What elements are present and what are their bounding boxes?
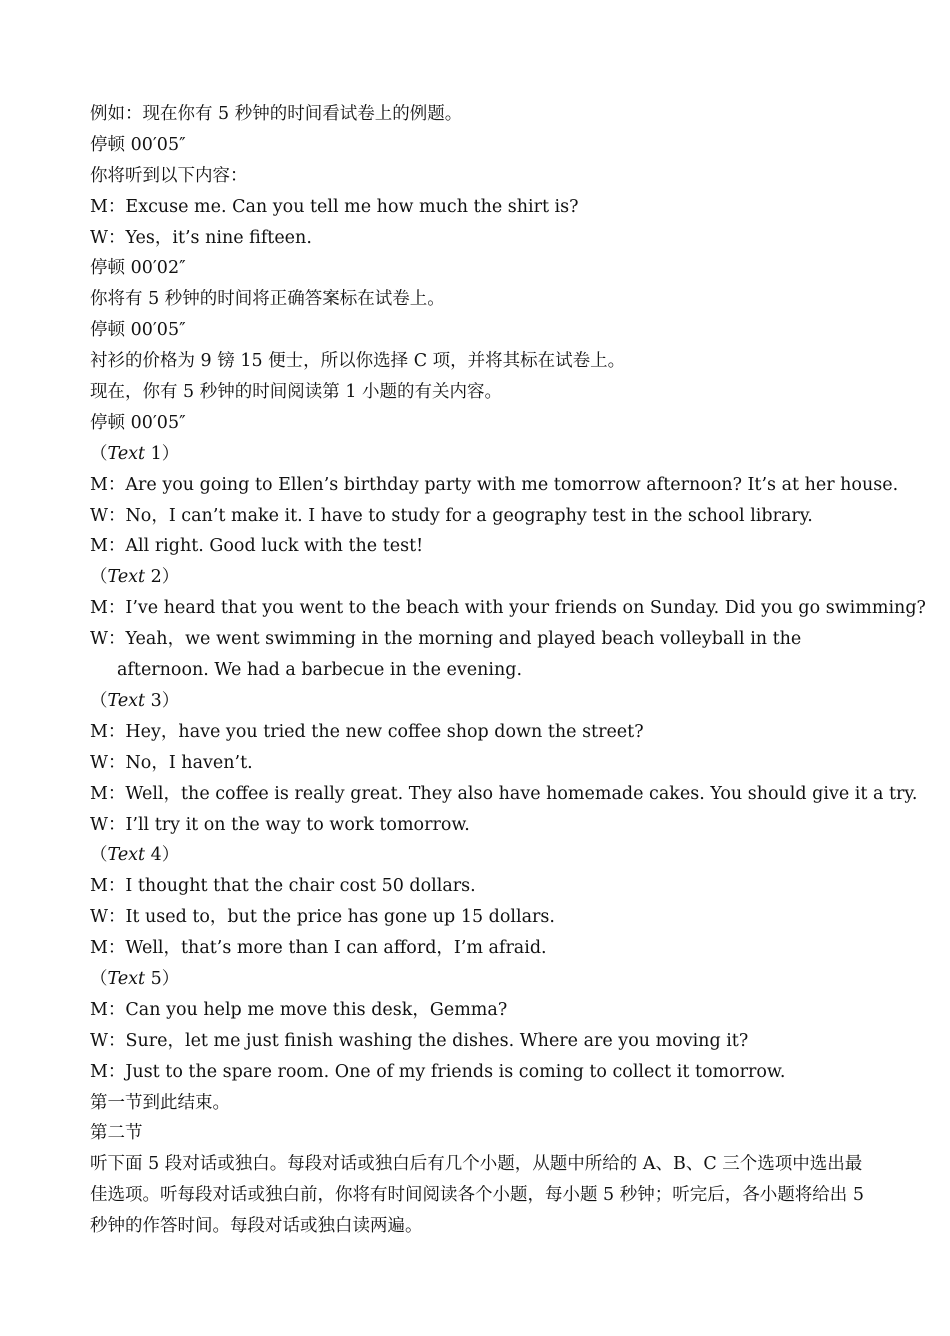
listening-script-page bbox=[90, 99, 926, 1242]
dialogue-line: M：I’ve heard that you went to the beach with your friends on Sunday. Did you go swimming? bbox=[90, 598, 926, 619]
dialogue-line: M：Can you help me move this desk，Gemma? bbox=[90, 999, 508, 1020]
text-block-4 bbox=[90, 840, 865, 964]
dialogue-line: M：Excuse me. Can you tell me how much the shirt is? bbox=[90, 196, 579, 217]
closing-section bbox=[90, 1088, 865, 1243]
text-label: （Text 3） bbox=[90, 690, 180, 711]
pause-marker: 停顿 00′05″ bbox=[90, 412, 186, 433]
text-block-2 bbox=[90, 562, 926, 686]
example-section bbox=[90, 99, 865, 439]
pause-marker: 停顿 00′05″ bbox=[90, 320, 186, 341]
dialogue-line: W：Yeah，we went swimming in the morning and played beach volleyball in the afternoon. We had a barbecue in the evening. bbox=[90, 629, 802, 681]
text-label: （Text 4） bbox=[90, 845, 180, 866]
dialogue-line: W：No，I haven’t. bbox=[90, 752, 253, 773]
example-instruction: 例如：现在你有 5 秒钟的时间看试卷上的例题。 bbox=[90, 104, 463, 124]
text-block-1 bbox=[90, 439, 899, 563]
answer-instruction: 你将有 5 秒钟的时间将正确答案标在试卷上。 bbox=[90, 289, 445, 310]
dialogue-line: W：Yes，it’s nine fifteen. bbox=[90, 227, 312, 248]
dialogue-line: M：Well，that’s more than I can afford，I’m afraid. bbox=[90, 938, 547, 959]
dialogue-line: W：I’ll try it on the way to work tomorrow. bbox=[90, 814, 470, 835]
pause-marker: 停顿 00′02″ bbox=[90, 258, 186, 279]
dialogue-line: W：No，I can’t make it. I have to study for a geography test in the school library. bbox=[90, 505, 813, 526]
dialogue-line: W：It used to，but the price has gone up 15 dollars. bbox=[90, 907, 555, 928]
text-block-3 bbox=[90, 686, 918, 840]
dialogue-line: M：All right. Good luck with the test! bbox=[90, 536, 424, 557]
dialogue-line: M：I thought that the chair cost 50 dollars. bbox=[90, 876, 476, 897]
section-two-instructions: 听下面 5 段对话或独白。每段对话或独白后有几个小题，从题中所给的 A、B、C 三个选项中选出最佳选项。听每段对话或独白前，你将有时间阅读各个小题，每小题 5 秒钟；听完后，各小题将给出 5 秒钟的作答时间。每段对话或独白读两遍。 bbox=[90, 1154, 864, 1237]
text-block-5 bbox=[90, 964, 865, 1088]
listen-intro: 你将听到以下内容： bbox=[90, 165, 248, 186]
dialogue-line: W：Sure，let me just finish washing the dishes. Where are you moving it? bbox=[90, 1030, 749, 1051]
text-label: （Text 1） bbox=[90, 443, 180, 464]
section-one-end: 第一节到此结束。 bbox=[90, 1092, 230, 1113]
text-label: （Text 2） bbox=[90, 567, 180, 588]
dialogue-line: M：Hey，have you tried the new coffee shop down the street? bbox=[90, 721, 644, 742]
dialogue-line: M：Well，the coffee is really great. They also have homemade cakes. You should give it a try. bbox=[90, 783, 918, 804]
dialogue-line: M：Are you going to Ellen’s birthday party with me tomorrow afternoon? It’s at her house. bbox=[90, 474, 899, 495]
dialogue-line: M：Just to the spare room. One of my friends is coming to collect it tomorrow. bbox=[90, 1061, 786, 1082]
text-label: （Text 5） bbox=[90, 968, 180, 989]
reading-instruction: 现在，你有 5 秒钟的时间阅读第 1 小题的有关内容。 bbox=[90, 382, 503, 403]
example-explanation: 衬衫的价格为 9 镑 15 便士，所以你选择 C 项，并将其标在试卷上。 bbox=[90, 351, 626, 372]
pause-marker: 停顿 00′05″ bbox=[90, 134, 186, 155]
section-two-title: 第二节 bbox=[90, 1123, 143, 1144]
